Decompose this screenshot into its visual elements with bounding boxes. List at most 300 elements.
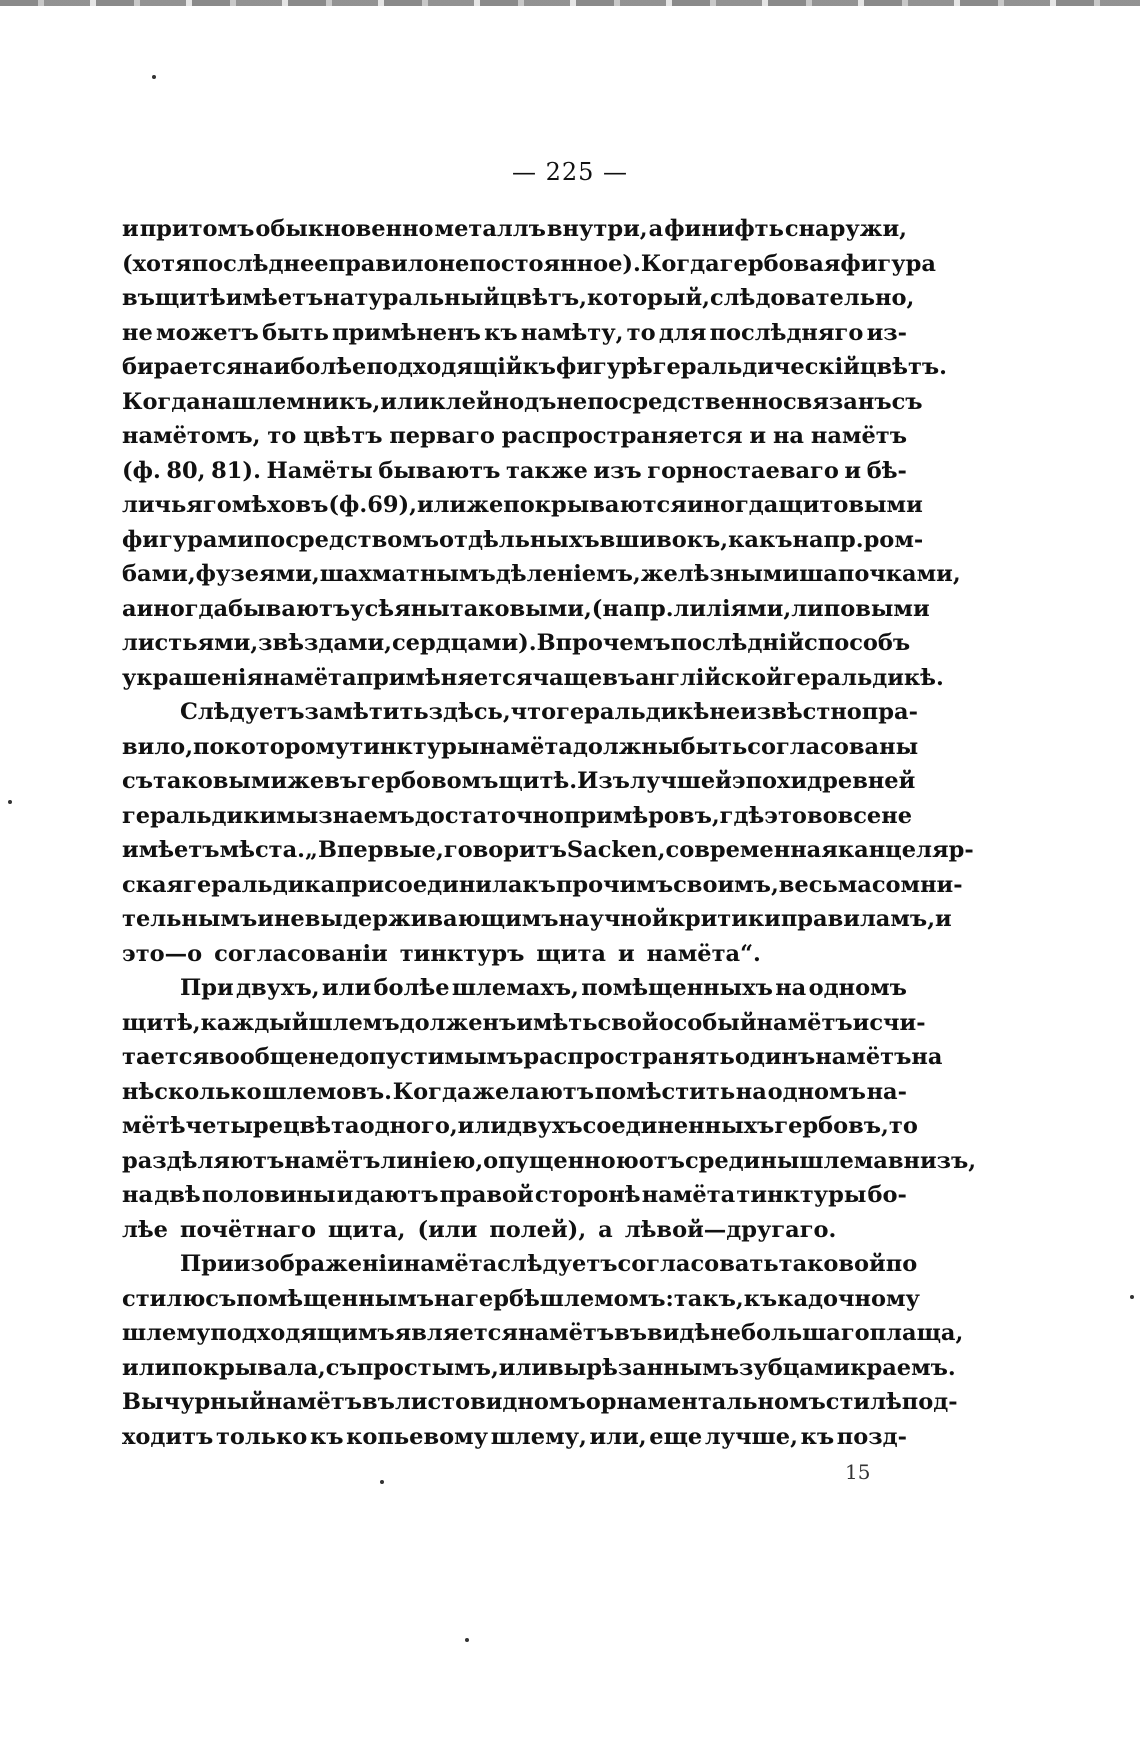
word: одного,: [359, 1113, 458, 1139]
word: тинктуры: [349, 733, 480, 760]
word: имѣть: [516, 1009, 598, 1036]
word: и: [122, 216, 139, 242]
word: который,: [586, 285, 710, 311]
word: кадочному: [777, 1285, 920, 1312]
text-line: [122, 799, 913, 834]
word: фигурами: [122, 526, 254, 553]
word: вообще: [209, 1044, 309, 1070]
word: согласованіи: [214, 940, 388, 967]
word: геральдическій: [652, 354, 860, 380]
word: намётъ: [284, 1147, 381, 1174]
word: или: [416, 492, 467, 518]
word: не: [881, 802, 913, 829]
word: шлемахъ,: [451, 975, 579, 1001]
word: половины: [201, 1182, 336, 1208]
word: копьевому: [346, 1423, 489, 1450]
word: четыре: [185, 1113, 283, 1139]
word: позд-: [836, 1423, 907, 1450]
word: примѣровъ,: [563, 802, 720, 829]
word: неизвѣстно: [709, 699, 862, 725]
word: и: [257, 906, 274, 932]
word: не: [122, 319, 153, 346]
scan-speck: [465, 1638, 469, 1642]
word: покрывала,: [171, 1354, 326, 1381]
word: знаемъ: [318, 802, 415, 829]
word: къ: [522, 871, 556, 898]
word: канцеляр-: [837, 837, 974, 863]
word: стилю: [122, 1285, 206, 1312]
word: двухъ: [506, 1113, 583, 1139]
word: лѣе: [122, 1216, 168, 1243]
word: цвѣтъ,: [499, 285, 587, 311]
word: „Впервые,: [305, 837, 444, 863]
word: выдерживающимъ: [304, 906, 559, 932]
word: мы: [276, 802, 319, 829]
word: сердцами).: [391, 630, 537, 656]
word: подходящимъ: [210, 1320, 395, 1346]
word: 80,: [166, 457, 206, 484]
word: даютъ: [354, 1182, 439, 1208]
word: на: [772, 423, 805, 449]
word: листьями,: [122, 630, 259, 656]
word: Впрочемъ: [536, 630, 671, 656]
word: быть: [262, 319, 329, 346]
word: под-: [901, 1389, 958, 1415]
word: цвѣтъ.: [859, 354, 948, 380]
word: покрываются: [503, 492, 687, 518]
word: съ: [325, 1354, 357, 1381]
word: Слѣдуетъ: [180, 699, 305, 725]
word: въ: [362, 1389, 395, 1415]
word: прочимъ: [555, 871, 674, 898]
word: (ф.: [122, 457, 161, 484]
word: примѣненъ: [332, 319, 481, 346]
word: намёта: [641, 1182, 736, 1208]
text-line: [122, 695, 918, 730]
word: орнаментальномъ: [585, 1389, 826, 1415]
word: или: [122, 1354, 172, 1381]
word: средины: [684, 1147, 800, 1174]
word: внизъ,: [887, 1147, 977, 1174]
word: намёта“.: [646, 940, 761, 967]
word: въ: [122, 285, 155, 311]
word: вило,: [122, 733, 194, 760]
word: бываютъ: [378, 457, 501, 484]
word: долженъ: [399, 1009, 517, 1036]
word: иногда: [136, 595, 229, 622]
word: мѣховъ: [231, 492, 329, 518]
word: одномъ: [767, 1078, 866, 1105]
word: лиліями,: [673, 595, 792, 622]
text-line: [122, 488, 923, 523]
word: на: [122, 1182, 154, 1208]
word: постоянное).: [469, 250, 641, 277]
word: чаще: [532, 664, 603, 691]
word: помѣстить: [594, 1078, 736, 1105]
word: (ф.: [328, 492, 368, 518]
word: гербовъ,: [774, 1113, 889, 1139]
word: щита,: [328, 1216, 406, 1243]
word: (или: [417, 1216, 478, 1243]
word: здѣсь,: [428, 699, 511, 725]
text-line: [122, 764, 916, 799]
word: въ: [324, 768, 358, 794]
word: и: [749, 423, 767, 449]
scan-top-edge: [0, 0, 1140, 6]
word: отдѣльныхъ: [439, 526, 600, 553]
word: на: [434, 1285, 466, 1312]
word: натуральный: [323, 285, 500, 311]
text-line: [122, 419, 907, 454]
word: обыкновенно: [255, 216, 434, 242]
word: краемъ.: [850, 1354, 956, 1381]
word: присоединила: [335, 871, 523, 898]
word: посредствомъ: [253, 526, 440, 553]
word: желѣзными: [640, 561, 800, 587]
word: бо-: [867, 1182, 907, 1208]
word: болѣе: [373, 975, 450, 1001]
word: достаточно: [414, 802, 564, 829]
word: цвѣта: [282, 1113, 360, 1139]
word: соединенныхъ: [582, 1113, 775, 1139]
word: почётнаго: [180, 1216, 317, 1243]
word: или: [321, 975, 372, 1001]
word: на: [735, 1078, 767, 1105]
word: какъ: [728, 526, 793, 553]
word: желаютъ: [472, 1078, 594, 1105]
word: намётъ: [756, 1009, 853, 1036]
text-line: [122, 557, 961, 592]
body-text: [122, 212, 977, 1454]
word: или: [457, 1113, 507, 1139]
word: Когда: [640, 250, 720, 277]
word: металлъ: [434, 216, 546, 242]
text-line: [122, 212, 907, 247]
word: одинъ: [734, 1044, 816, 1070]
word: иногда: [686, 492, 779, 518]
word: непосредственно: [556, 388, 783, 415]
word: критики: [668, 906, 781, 932]
word: простымъ,: [356, 1354, 499, 1381]
word: звѣздами,: [258, 630, 392, 656]
word: правой: [439, 1182, 534, 1208]
word: тинктуры: [736, 1182, 867, 1208]
word: дѣленіемъ,: [495, 561, 641, 587]
word: шлема: [799, 1147, 888, 1174]
word: съ: [891, 388, 923, 415]
word: особый: [658, 1009, 757, 1036]
word: а: [122, 595, 137, 622]
word: украшенія: [122, 664, 264, 691]
word: бываютъ: [228, 595, 351, 622]
word: можетъ: [156, 319, 259, 346]
word: на: [775, 975, 807, 1001]
text-line: [122, 1144, 977, 1179]
word: намётъ: [265, 1389, 362, 1415]
text-line: [122, 1316, 964, 1351]
word: пра-: [861, 699, 918, 725]
text-line: [122, 385, 923, 420]
word: является: [394, 1320, 518, 1346]
word: современная: [665, 837, 838, 863]
word: научной: [558, 906, 669, 932]
word: нашлемникъ,: [200, 388, 381, 415]
word: плаща,: [869, 1320, 964, 1346]
word: тельнымъ: [122, 906, 258, 932]
word: Когда: [392, 1078, 472, 1105]
word: фузеями,: [195, 561, 320, 587]
text-line: [122, 868, 963, 903]
word: бами,: [122, 561, 196, 587]
word: весьма: [778, 871, 872, 898]
word: щитѣ.: [498, 768, 578, 794]
word: вшивокъ,: [599, 526, 729, 553]
word: гербѣ: [465, 1285, 540, 1312]
word: шапочками,: [799, 561, 961, 587]
word: къ: [522, 354, 556, 380]
signature-mark: 15: [845, 1460, 871, 1484]
word: видѣ: [647, 1320, 711, 1346]
text-line: [122, 1282, 920, 1317]
word: къ: [309, 1423, 344, 1450]
word: зубцами: [739, 1354, 851, 1381]
text-line: [122, 833, 974, 868]
word: геральдика: [183, 871, 336, 898]
word: для: [658, 319, 707, 346]
word: же: [287, 768, 325, 794]
word: бѣ-: [866, 457, 907, 484]
word: къ: [743, 1285, 778, 1312]
text-line: [122, 1385, 958, 1420]
word: быть: [680, 733, 748, 760]
word: что: [510, 699, 557, 725]
word: вырѣзаннымъ: [548, 1354, 740, 1381]
word: (хотя: [122, 250, 192, 277]
word: таковыми,: [449, 595, 592, 622]
word: къ: [484, 319, 518, 346]
word: согласованы: [747, 733, 919, 760]
page-number: — 225 —: [511, 158, 629, 186]
word: намѣту,: [520, 319, 624, 346]
word: тинктуръ: [399, 940, 525, 967]
word: на-: [866, 1078, 907, 1105]
word: финифть: [664, 216, 784, 242]
word: Sacken,: [566, 837, 666, 863]
word: и: [336, 1182, 354, 1208]
word: не: [438, 250, 470, 277]
word: гдѣ: [719, 802, 765, 829]
word: связанъ: [782, 388, 892, 415]
text-line: [122, 1247, 918, 1282]
word: тается: [122, 1044, 210, 1070]
word: по: [885, 1251, 918, 1277]
word: съ: [122, 768, 153, 794]
word: и: [852, 1009, 870, 1036]
word: намётъ: [815, 1044, 912, 1070]
word: гербовая: [719, 250, 841, 277]
word: листовидномъ: [394, 1389, 586, 1415]
text-line: [122, 523, 924, 558]
word: лѣвой—другаго.: [624, 1216, 837, 1243]
text-line: [122, 1420, 907, 1455]
word: одномъ: [808, 975, 907, 1001]
word: 69),: [367, 492, 417, 518]
scan-speck: [1130, 1295, 1134, 1299]
word: замѣтить: [304, 699, 429, 725]
word: сомни-: [871, 871, 963, 898]
word: намётомъ,: [122, 423, 261, 449]
word: таковыми: [152, 768, 288, 794]
word: намёта: [479, 733, 573, 760]
word: мётѣ: [122, 1113, 186, 1139]
word: фигурѣ: [555, 354, 653, 380]
word: также: [505, 457, 588, 484]
word: послѣдняго: [709, 319, 864, 346]
word: стилѣ: [825, 1389, 902, 1415]
word: слѣдовательно,: [709, 285, 915, 311]
word: лучше,: [704, 1423, 798, 1450]
text-line: [122, 730, 919, 765]
text-line: [122, 661, 944, 696]
word: свой: [597, 1009, 659, 1036]
word: Изъ: [577, 768, 630, 794]
word: и: [617, 940, 635, 967]
text-line: [122, 316, 907, 351]
word: которому: [224, 733, 350, 760]
word: англійской: [635, 664, 783, 691]
word: перваго: [389, 423, 495, 449]
text-line: [122, 1006, 926, 1041]
word: намёта: [403, 1251, 498, 1277]
word: Намёты: [266, 457, 373, 484]
word: щитовыми: [778, 492, 923, 518]
text-line: [122, 454, 907, 489]
word: согласовать: [617, 1251, 779, 1277]
word: къ: [800, 1423, 835, 1450]
word: по: [193, 733, 225, 760]
word: а: [648, 216, 664, 242]
word: каждый: [200, 1009, 309, 1036]
word: въ: [614, 1320, 648, 1346]
word: фигура: [840, 250, 936, 277]
word: усѣяны: [350, 595, 450, 622]
word: ская: [122, 871, 184, 898]
word: или,: [589, 1423, 647, 1450]
word: липовыми: [791, 595, 930, 622]
word: помѣщеннымъ: [236, 1285, 435, 1312]
text-line: [122, 247, 936, 282]
scan-speck: [380, 1480, 384, 1484]
word: послѣдній: [670, 630, 805, 656]
text-line: [122, 1075, 907, 1110]
text-line: [122, 281, 915, 316]
word: Вычурный: [122, 1389, 266, 1415]
word: лучшей: [629, 768, 732, 794]
text-line: [122, 1178, 907, 1213]
word: съ: [205, 1285, 237, 1312]
word: (напр.: [591, 595, 674, 622]
word: цвѣтъ: [303, 423, 383, 449]
text-line: [122, 626, 911, 661]
word: внутри,: [546, 216, 648, 242]
word: снаружи,: [784, 216, 907, 242]
word: полей),: [489, 1216, 587, 1243]
word: мѣста.: [219, 837, 305, 863]
word: имѣетъ: [225, 285, 324, 311]
word: или: [380, 388, 430, 415]
word: двухъ,: [236, 975, 320, 1001]
word: При: [180, 975, 234, 1001]
word: геральдикѣ: [556, 699, 710, 725]
word: гербовомъ: [357, 768, 499, 794]
word: или: [498, 1354, 549, 1381]
word: и: [844, 457, 862, 484]
word: ром-: [863, 526, 924, 553]
text-line: [122, 937, 907, 972]
word: из-: [866, 319, 907, 346]
word: двѣ: [154, 1182, 201, 1208]
word: счи-: [869, 1009, 926, 1036]
word: это: [764, 802, 807, 829]
word: шахматнымъ: [319, 561, 496, 587]
word: говоритъ: [443, 837, 567, 863]
word: на: [911, 1044, 943, 1070]
word: распространяется: [501, 423, 743, 449]
word: линіею,: [380, 1147, 484, 1174]
word: распространять: [523, 1044, 735, 1070]
word: правило: [328, 250, 439, 277]
word: же: [466, 492, 504, 518]
word: изображеніи: [233, 1251, 404, 1277]
word: недопустимымъ: [308, 1044, 524, 1070]
word: таковой: [778, 1251, 886, 1277]
word: шлемомъ:: [539, 1285, 674, 1312]
word: напр.: [792, 526, 864, 553]
word: щита: [536, 940, 606, 967]
word: вовсе: [806, 802, 882, 829]
word: и: [935, 906, 952, 932]
word: клейнодъ: [429, 388, 557, 415]
text-line: [122, 971, 907, 1006]
word: эпохи: [731, 768, 808, 794]
word: личьяго: [122, 492, 232, 518]
word: послѣднее: [191, 250, 329, 277]
text-line: [122, 1040, 943, 1075]
word: наиболѣе: [242, 354, 367, 380]
text-line: [122, 1109, 918, 1144]
word: это—о: [122, 940, 203, 967]
text-line: [122, 902, 952, 937]
word: примѣняется: [356, 664, 533, 691]
word: притомъ: [139, 216, 255, 242]
word: геральдики: [122, 802, 277, 829]
word: Когда: [122, 388, 201, 415]
text-line: [122, 1351, 956, 1386]
word: намётъ: [518, 1320, 615, 1346]
word: ходитъ: [122, 1423, 214, 1450]
word: шлемовъ.: [262, 1078, 392, 1105]
word: должны: [572, 733, 681, 760]
word: то: [626, 319, 656, 346]
word: бирается: [122, 354, 243, 380]
word: горностаеваго: [647, 457, 839, 484]
word: геральдикѣ.: [782, 664, 944, 691]
word: намётъ: [810, 423, 907, 449]
word: раздѣляютъ: [122, 1147, 285, 1174]
word: имѣетъ: [122, 837, 220, 863]
word: въ: [602, 664, 636, 691]
word: помѣщенныхъ: [581, 975, 773, 1001]
